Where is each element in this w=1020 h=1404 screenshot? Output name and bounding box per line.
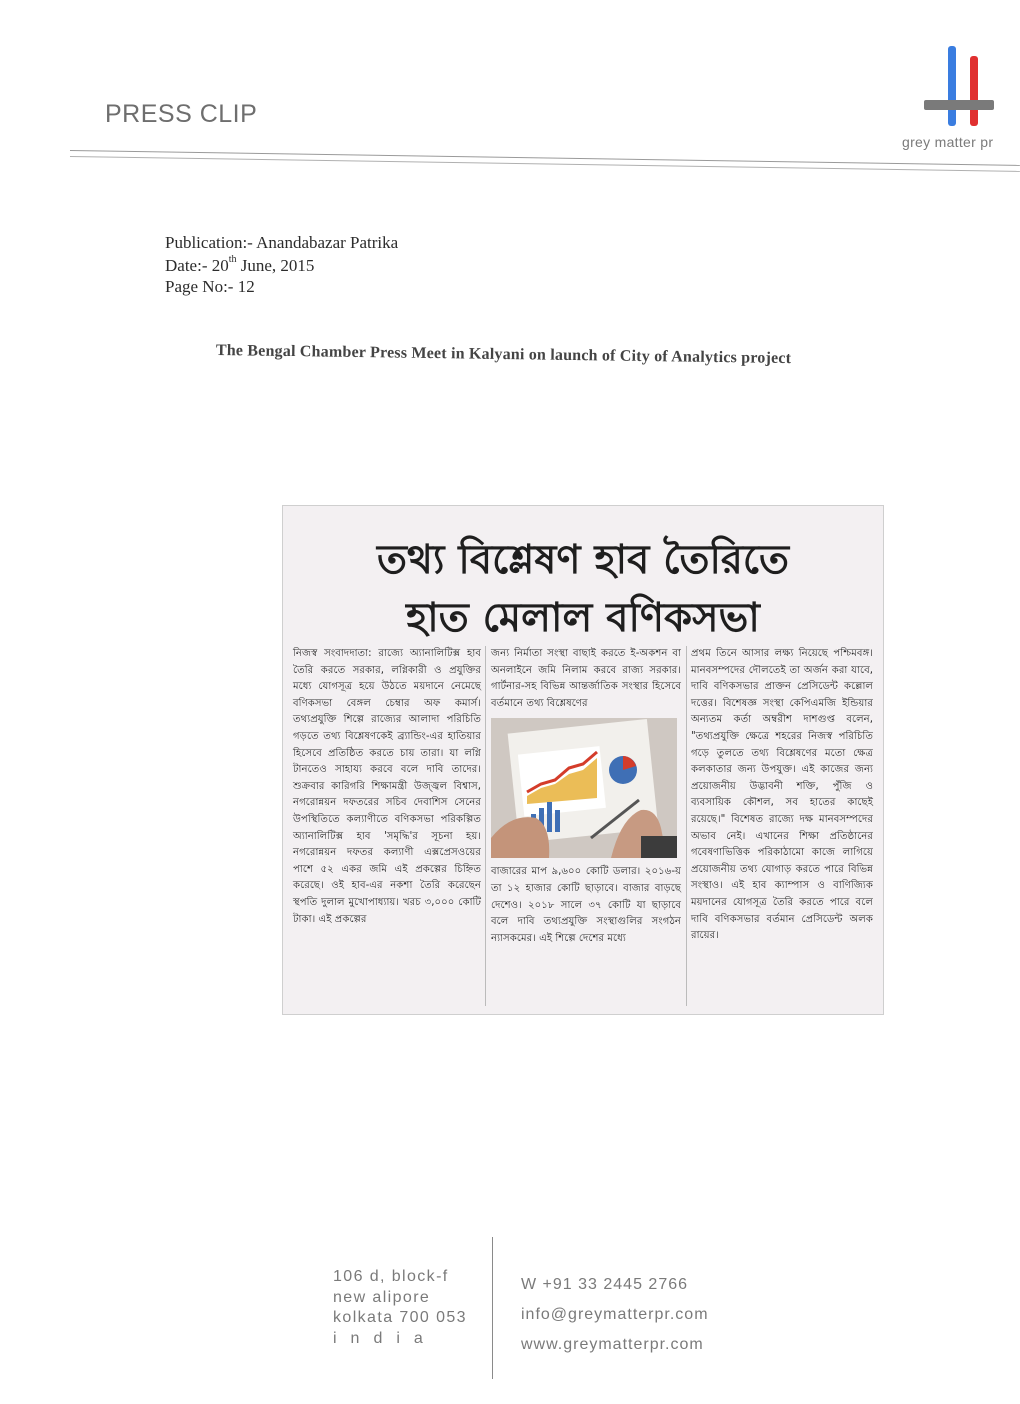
article-text: নিজস্ব সংবাদদাতা: রাজ্যে অ্যানালিটিক্স হাব তৈরি করতে সরকার, লগ্নিকারী ও প্রযুক্তির মধ্যে যোগসূত্র হয়ে উঠতে ময়দানে নেমেছে বণিকসভা বেঙ্গল চেম্বার অফ কমার্স। তথ্যপ্রযুক্তি শিল্পে রাজ্যের আলাদা পরিচিতি গড়তে তথ্য বিশ্লেষণকেই ব্র্যান্ডিং-এর হাতিয়ার হিসেবে প্রতিষ্ঠিত করতে চায় তারা। যা লগ্নি টানতেও সাহায্য করবে বলে দাবি তাদের। শুক্রবার কারিগরি শিক্ষামন্ত্রী উজ্জ্বল বিশ্বাস, নগরোন্নয়ন দফতরের সচিব দেবাশিস সেনের উপস্থিতিতে কল্যাণীতে বণিকসভা পরিকল্পিত অ্যানালিটিক্স হাব 'সমৃদ্ধি'র সূচনা হয়। নগরোন্নয়ন দফতর কল্যাণী এক্সপ্রেসওয়ের পাশে ৫২ একর জমি এই প্রকল্পের চিহ্নিত করেছে। ওই হাব-এর নকশা তৈরি করেছেন স্থপতি দুলাল মুখোপাধ্যায়। খরচ ৩,০০০ কোটি টাকা। এই প্রকল্পের (293, 648, 481, 925)
clipping-headline-line-2: হাত মেলাল বণিকসভা (406, 595, 760, 641)
english-headline: The Bengal Chamber Press Meet in Kalyani on launch of City of Analytics project (215, 342, 792, 368)
footer-divider (492, 1237, 493, 1379)
contact-phone: W +91 33 2445 2766 (521, 1276, 689, 1293)
column-divider (686, 646, 687, 1006)
date-prefix: Date:- 20 (165, 256, 229, 275)
article-text: জন্য নির্মাতা সংস্থা বাছাই করতে ই-অকশন বা অনলাইনে জমি নিলাম করবে রাজ্য সরকার। গার্টনার-সহ বিভিন্ন আন্তর্জাতিক সংস্থার হিসেবে বর্তমানে তথ্য বিশ্লেষণের (491, 648, 681, 709)
analytics-chart-photo (491, 718, 677, 858)
date-line (165, 256, 314, 276)
address-line: new alipore (333, 1289, 431, 1306)
address-line: 106 d, block-f (333, 1268, 449, 1285)
press-clip-label: PRESS CLIP (105, 100, 258, 128)
date-rest: June, 2015 (236, 256, 315, 275)
address-country: india (333, 1330, 437, 1347)
article-column-2 (491, 646, 681, 947)
article-column-3 (691, 646, 873, 945)
page-number-line: Page No:- 12 (165, 277, 255, 296)
date-ordinal: th (228, 254, 237, 265)
article-text: প্রথম তিনে আসার লক্ষ্য নিয়েছে পশ্চিমবঙ্গ। মানবসম্পদের দৌলতেই তা অর্জন করা যাবে, দাবি বণিকসভার প্রাক্তন প্রেসিডেন্ট কল্লোল দত্তের। বিশেষজ্ঞ সংস্থা কেপিএমজি ইন্ডিয়ার অন্যতম কর্তা অম্বরীশ দাশগুপ্ত বলেন, "তথ্যপ্রযুক্তি ক্ষেত্রে শহরের নিজস্ব পরিচিতি গড়ে তুলতে তথ্য বিশ্লেষণের মতো ক্ষেত্র কলকাতার জন্য উপযুক্ত। এই কাজের জন্য প্রয়োজনীয় উদ্ভাবনী শক্তি, পুঁজি ও ব্যবসায়িক কৌশল, সব হাতের কাছেই রয়েছে।" বিশেষত রাজ্যে দক্ষ মানবসম্পদের অভাব নেই। এখানের শিক্ষা প্রতিষ্ঠানের গবেষণাভিত্তিক পরিকাঠামো কাজে লাগিয়ে প্রয়োজনীয় তথ্য যোগাড় করতে পারে বিভিন্ন সংস্থাও। এই হাব ক্যাম্পাস ও বাণিজ্যিক ময়দানের যোগসূত্র তৈরি করতে পারে বলে দাবি বণিকসভার বর্তমান প্রেসিডেন্ট অলক রায়ের। (691, 648, 873, 942)
chart-photo-icon (491, 718, 677, 858)
newspaper-clipping (282, 505, 884, 1015)
publication-line: Publication:- Anandabazar Patrika (165, 233, 399, 252)
address-line: kolkata 700 053 (333, 1309, 467, 1326)
grey-matter-logo-icon (918, 42, 998, 130)
clipping-headline-line-1: তথ্য বিশ্লেষণ হাব তৈরিতে (376, 537, 790, 583)
column-divider (485, 646, 486, 1006)
article-column-1 (293, 646, 481, 928)
article-text: বাজারের মাপ ৯,৬০০ কোটি ডলার। ২০১৬-য় তা ১২ হাজার কোটি ছাড়াবে। বাজার বাড়ছে দেশেও। ২০১৮ সালে ৩৭ কোটি যা ছাড়াবে বলে দাবি তথ্যপ্রযুক্তি সংস্থাগুলির সংগঠন ন্যাসকমের। এই শিল্পে দেশের মধ্যে (491, 866, 681, 944)
contact-website-link[interactable]: www.greymatterpr.com (521, 1336, 704, 1353)
contact-email-link[interactable]: info@greymatterpr.com (521, 1306, 709, 1323)
logo-text: grey matter pr (902, 134, 994, 150)
